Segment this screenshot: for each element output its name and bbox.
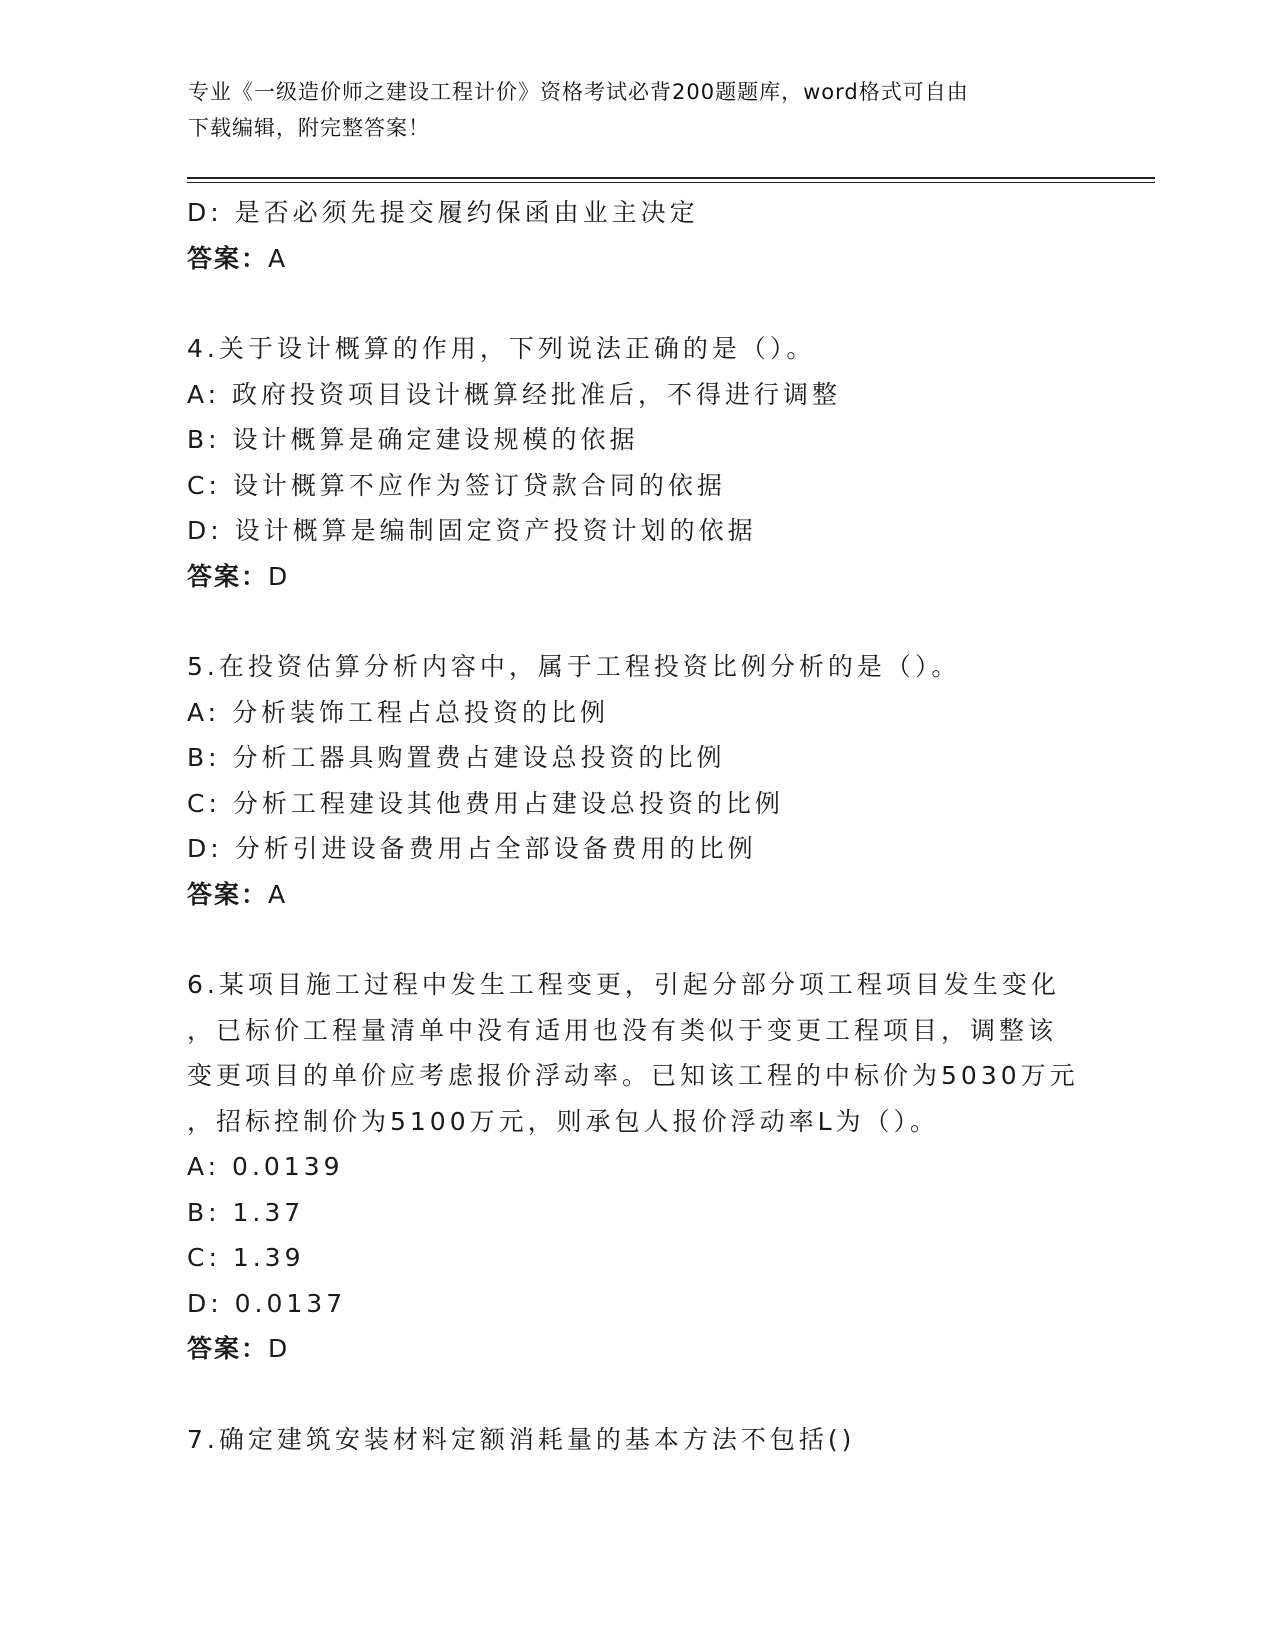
option-c: C: 1.39 [187,1243,305,1272]
answer-label: 答案： [187,243,269,273]
option-b: B: 设计概算是确定建设规模的依据 [187,425,639,454]
answer-value: D [268,1334,289,1363]
answer-line [187,236,1097,282]
option-a: A: 政府投资项目设计概算经批准后，不得进行调整 [187,379,842,409]
answer-value: A [268,243,287,273]
question-stem: 7.确定建筑安装材料定额消耗量的基本方法不包括() [187,1424,856,1454]
spacer [187,917,1097,962]
option-d: D: 分析引进设备费用占全部设备费用的比例 [187,834,757,863]
question-stem-line-1: 6.某项目施工过程中发生工程变更，引起分部分项工程项目发生变化 [187,970,1060,999]
answer-value: D [268,561,289,591]
spacer [187,281,1097,326]
question-block [187,190,1097,281]
answer-line [187,872,1097,918]
question-stem: 4.关于设计概算的作用，下列说法正确的是（）。 [187,334,816,363]
answer-line [187,1326,1097,1372]
header-divider-thick [187,177,1155,179]
question-stem-line-4: ，招标控制价为5100万元，则承包人报价浮动率L为（）。 [187,1106,940,1136]
question-block [187,962,1097,1372]
question-block [187,326,1097,599]
spacer [187,599,1097,644]
answer-label: 答案： [187,561,269,591]
option-a: A: 0.0139 [187,1152,344,1181]
option-b: B: 1.37 [187,1197,305,1227]
option-d: D: 是否必须先提交履约保函由业主决定 [187,198,699,227]
header-line-2: 下载编辑，附完整答案！ [188,116,430,140]
option-a: A: 分析装饰工程占总投资的比例 [187,697,610,727]
question-stem-line-2: ，已标价工程量清单中没有适用也没有类似于变更工程项目，调整该 [187,1015,1058,1045]
question-stem-line-3: 变更项目的单价应考虑报价浮动率。已知该工程的中标价为5030万元 [187,1061,1079,1090]
option-b: B: 分析工器具购置费占建设总投资的比例 [187,743,726,772]
question-list [187,190,1097,1462]
option-d: D: 0.0137 [187,1288,347,1318]
header-line-1: 专业《一级造价师之建设工程计价》资格考试必背200题题库，word格式可自由 [188,80,969,104]
option-d: D: 设计概算是编制固定资产投资计划的依据 [187,516,757,545]
question-block [187,1417,1097,1463]
answer-line [187,554,1097,600]
option-c: C: 设计概算不应作为签订贷款合同的依据 [187,470,726,500]
document-header [188,74,1088,146]
question-stem: 5.在投资估算分析内容中，属于工程投资比例分析的是（）。 [187,652,961,681]
option-c: C: 分析工程建设其他费用占建设总投资的比例 [187,788,784,818]
header-divider-thin [187,182,1155,183]
answer-value: A [268,879,287,909]
spacer [187,1372,1097,1417]
answer-label: 答案： [187,879,269,909]
question-block [187,644,1097,917]
answer-label: 答案： [187,1334,269,1363]
